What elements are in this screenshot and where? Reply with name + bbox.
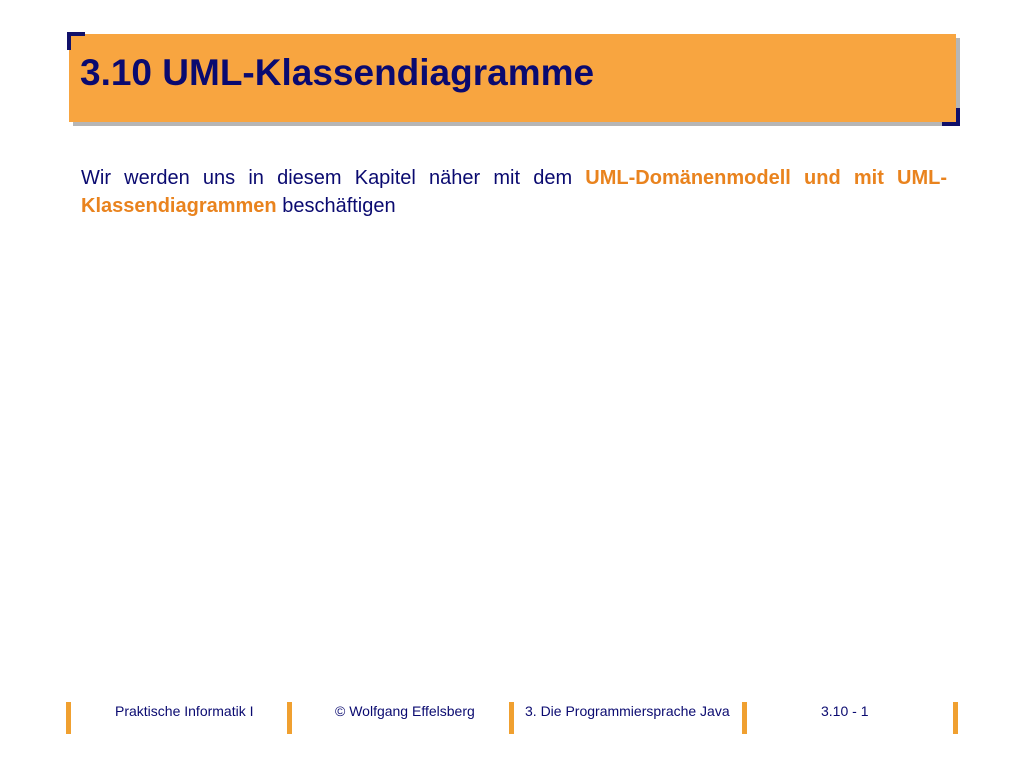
footer-chapter: 3. Die Programmiersprache Java bbox=[525, 703, 730, 719]
body-text-suffix: beschäftigen bbox=[276, 195, 396, 217]
footer-divider-3 bbox=[509, 702, 514, 734]
footer-course: Praktische Informatik I bbox=[115, 703, 254, 719]
footer-divider-2 bbox=[287, 702, 292, 734]
body-highlight: UML-Domänenmodell und mit UML-Klassendiagrammen bbox=[81, 167, 948, 217]
footer-author: © Wolfgang Effelsberg bbox=[335, 703, 475, 719]
footer-divider-5 bbox=[953, 702, 958, 734]
slide-title: 3.10 UML-Klassendiagramme bbox=[80, 52, 595, 93]
title-corner-bracket-top-left bbox=[67, 32, 85, 50]
footer-divider-4 bbox=[742, 702, 747, 734]
title-corner-bracket-bottom-right bbox=[942, 108, 960, 126]
footer-page-number: 3.10 - 1 bbox=[821, 703, 869, 719]
footer-divider-1 bbox=[66, 702, 71, 734]
body-text-prefix: Wir werden uns in diesem Kapitel näher mit dem bbox=[81, 167, 586, 189]
body-paragraph bbox=[81, 164, 947, 220]
